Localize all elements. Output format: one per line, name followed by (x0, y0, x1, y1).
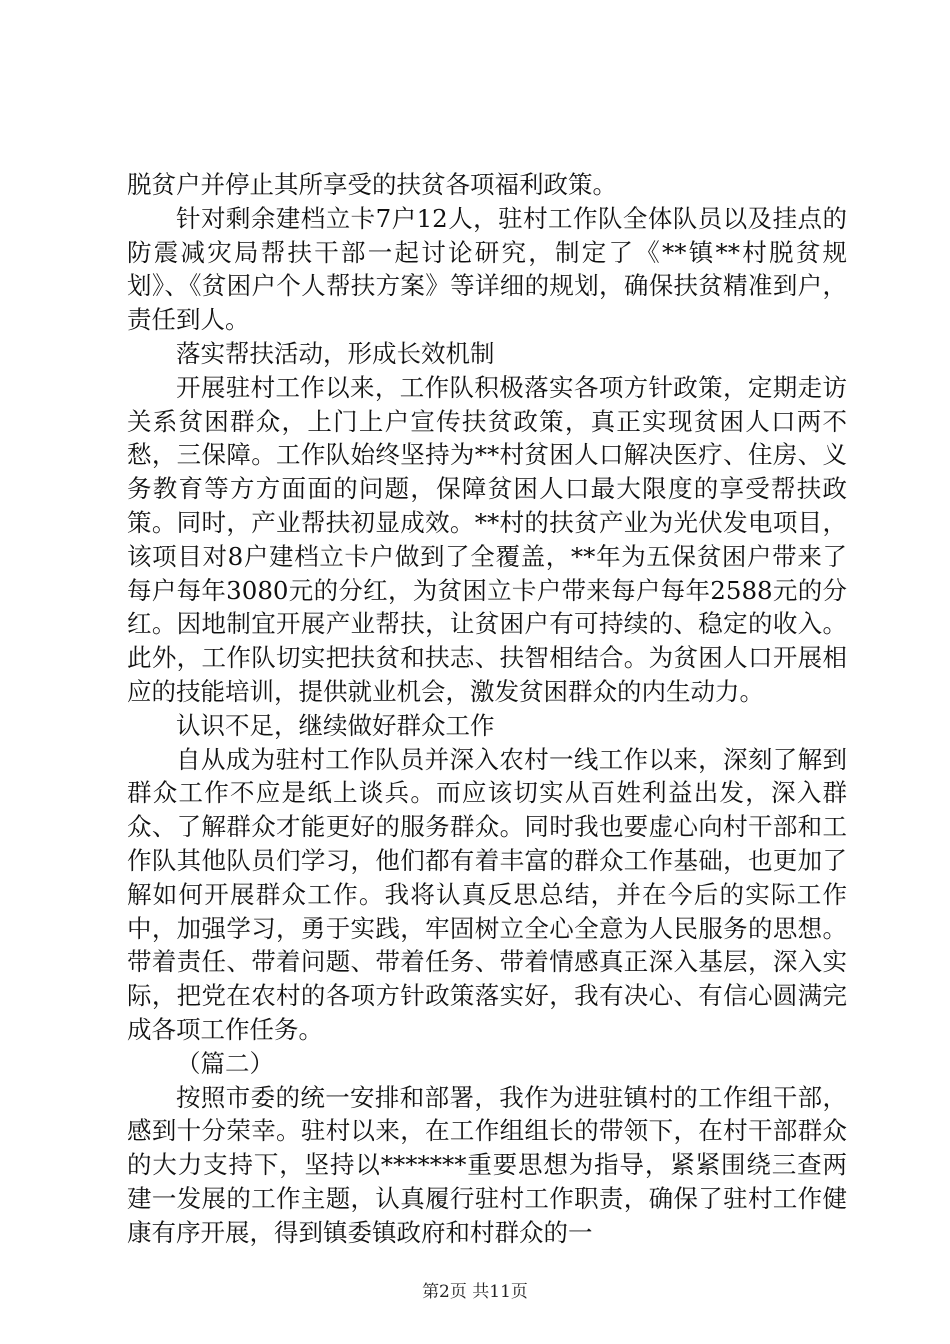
paragraph: 脱贫户并停止其所享受的扶贫各项福利政策。 (127, 170, 617, 199)
section-heading: 落实帮扶活动，形成长效机制 (176, 338, 495, 368)
paragraph: 按照市委的统一安排和部署，我作为进驻镇村的工作组干部，感到十分荣幸。驻村以来，在工作组组长的带领下，在村干部群众的大力支持下，坚持以*******重要思想为指导，紧紧围绕三查两建一发展的工作主题，认真履行驻村工作职责，确保了驻村工作健康有序开展，得到镇委镇政府和村群众的一 (127, 1082, 847, 1247)
section-heading: 认识不足，继续做好群众工作 (176, 710, 495, 740)
part-heading: （篇二） (176, 1048, 274, 1078)
paragraph: 开展驻村工作以来，工作队积极落实各项方针政策，定期走访关系贫困群众，上门上户宣传扶贫政策，真正实现贫困人口两不愁，三保障。工作队始终坚持为**村贫困人口解决医疗、住房、义务教育等方方面面的问题，保障贫困人口最大限度的享受帮扶政策。同时，产业帮扶初显成效。**村的扶贫产业为光伏发电项目，该项目对8户建档立卡户做到了全覆盖，**年为五保贫困户带来了每户每年3080元的分红，为贫困立卡户带来每户每年2588元的分红。因地制宜开展产业帮扶，让贫困户有可持续的、稳定的收入。此外，工作队切实把扶贫和扶志、扶智相结合。为贫困人口开展相应的技能培训，提供就业机会，激发贫困群众的内生动力。 (127, 372, 847, 706)
page-number-footer: 第2页 共11页 (422, 1282, 528, 1302)
paragraph: 自从成为驻村工作队员并深入农村一线工作以来，深刻了解到群众工作不应是纸上谈兵。而应该切实从百姓利益出发，深入群众、了解群众才能更好的服务群众。同时我也要虚心向村干部和工作队其他队员们学习，他们都有着丰富的群众工作基础，也更加了解如何开展群众工作。我将认真反思总结，并在今后的实际工作中，加强学习，勇于实践，牢固树立全心全意为人民服务的思想。带着责任、带着问题、带着任务、带着情感真正深入基层，深入实际，把党在农村的各项方针政策落实好，我有决心、有信心圆满完成各项工作任务。 (127, 744, 847, 1044)
document-body (127, 168, 847, 1250)
paragraph: 针对剩余建档立卡7户12人，驻村工作队全体队员以及挂点的防震减灾局帮扶干部一起讨论研究，制定了《**镇**村脱贫规划》、《贫困户个人帮扶方案》等详细的规划，确保扶贫精准到户，责任到人。 (127, 203, 847, 335)
